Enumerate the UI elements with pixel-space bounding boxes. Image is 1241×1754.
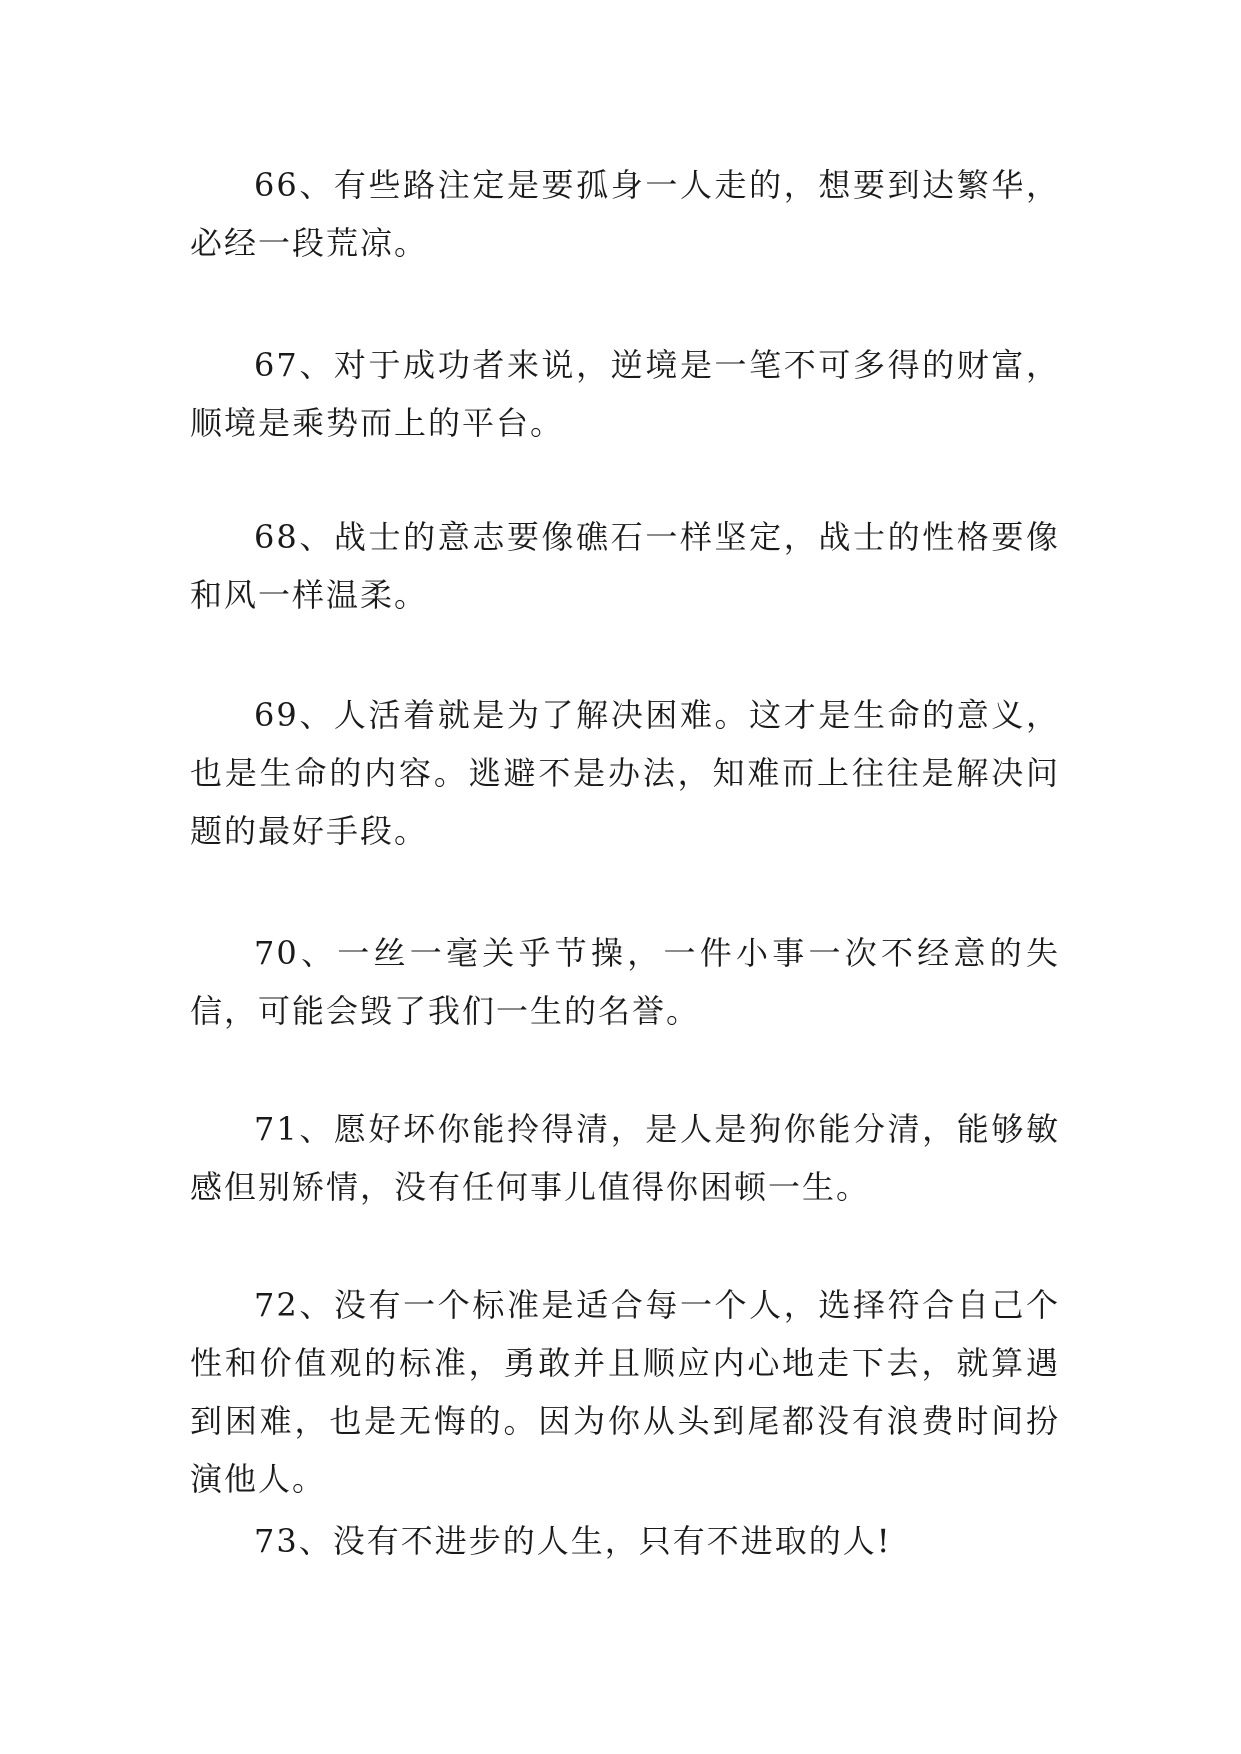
- paragraph-68: 68、战士的意志要像礁石一样坚定，战士的性格要像和风一样温柔。: [190, 518, 1060, 614]
- paragraph-66: 66、有些路注定是要孤身一人走的，想要到达繁华，必经一段荒凉。: [190, 166, 1060, 262]
- paragraph-72: 72、没有一个标准是适合每一个人，选择符合自己个性和价值观的标准，勇敢并且顺应内心地走下去，就算遇到困难，也是无悔的。因为你从头到尾都没有浪费时间扮演他人。: [190, 1286, 1060, 1498]
- paragraph-70: 70、一丝一毫关乎节操，一件小事一次不经意的失信，可能会毁了我们一生的名誉。: [190, 934, 1060, 1030]
- paragraph-73: 73、没有不进步的人生，只有不进取的人!: [254, 1522, 892, 1560]
- paragraph-67: 67、对于成功者来说，逆境是一笔不可多得的财富，顺境是乘势而上的平台。: [190, 346, 1060, 442]
- paragraph-69: 69、人活着就是为了解决困难。这才是生命的意义，也是生命的内容。逃避不是办法，知难而上往往是解决问题的最好手段。: [190, 696, 1060, 850]
- paragraph-71: 71、愿好坏你能拎得清，是人是狗你能分清，能够敏感但别矫情，没有任何事儿值得你困顿一生。: [190, 1110, 1060, 1206]
